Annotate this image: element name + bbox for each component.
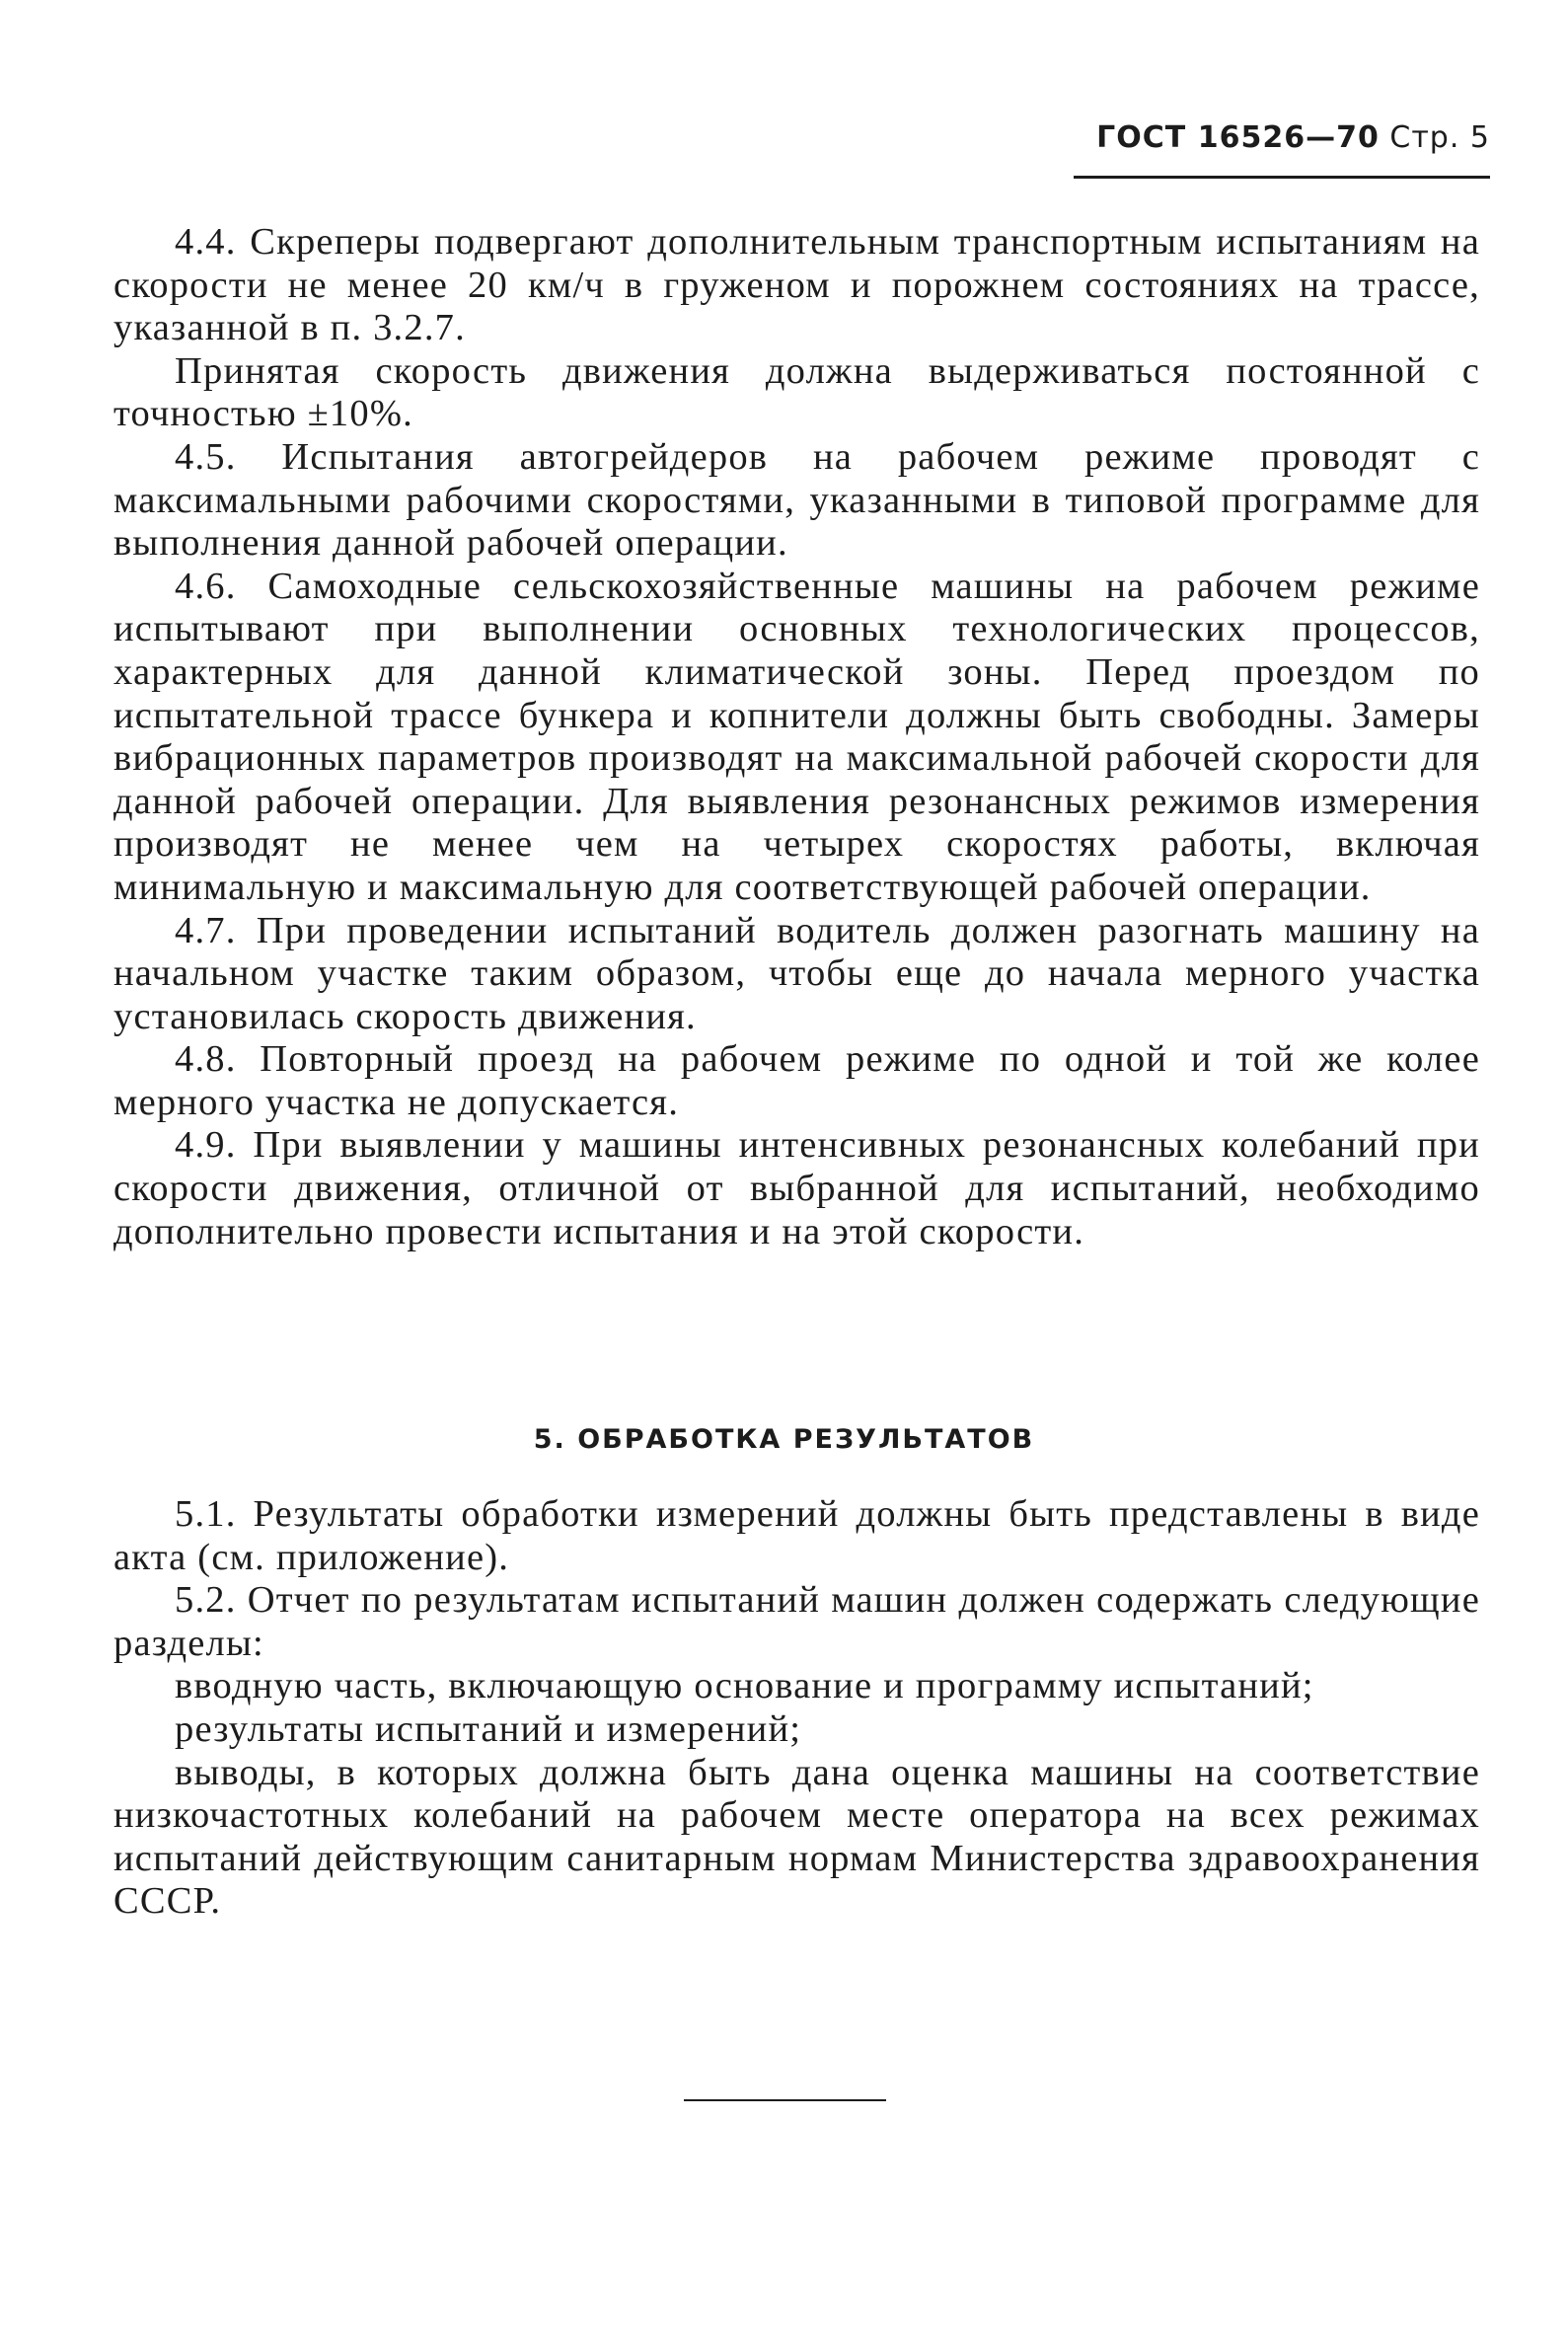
- paragraph-4-7: 4.7. При проведении испытаний водитель должен разогнать машину на начальном участке таким образом, чтобы еще до начала мерного участка установилась скорость движения.: [113, 909, 1480, 1037]
- paragraph-4-9: 4.9. При выявлении у машины интенсивных резонансных колебаний при скорости движения, отличной от выбранной для испытаний, необходимо дополнительно провести испытания и на этой скорости.: [113, 1124, 1480, 1252]
- page-number: Стр. 5: [1389, 120, 1490, 155]
- end-divider: [684, 2099, 886, 2101]
- page-header: [987, 120, 1490, 155]
- paragraph-4-6: 4.6. Самоходные сельскохозяйственные машины на рабочем режиме испытывают при выполнении основных технологических процессов, характерных для данной климатической зоны. Перед проездом по испытательной трассе бункера и копнители должны быть свободны. Замеры вибрационных параметров производят на максимальной рабочей скорости для данной рабочей операции. Для выявления резонансных режимов измерения производят не менее чем на четырех скоростях работы, включая минимальную и максимальную для соответствующей рабочей операции.: [113, 565, 1480, 908]
- section-4-text: [113, 221, 1480, 1253]
- report-item-conclusions: выводы, в которых должна быть дана оценка машины на соответствие низкочастотных колебаний на рабочем месте оператора на всех режимах испытаний действующим санитарным нормам Министерства здравоохранения СССР.: [113, 1751, 1480, 1923]
- report-item-intro: вводную часть, включающую основание и программу испытаний;: [175, 1665, 1314, 1707]
- paragraph-4-8: 4.8. Повторный проезд на рабочем режиме по одной и той же колее мерного участка не допускается.: [113, 1038, 1480, 1123]
- paragraph-5-1: 5.1. Результаты обработки измерений должны быть представлены в виде акта (см. приложение).: [113, 1493, 1480, 1578]
- header-divider: [1074, 176, 1490, 179]
- paragraph-4-4: 4.4. Скреперы подвергают дополнительным транспортным испытаниям на скорости не менее 20 км/ч в груженом и порожнем состояниях на трассе, указанной в п. 3.2.7.: [113, 221, 1480, 349]
- paragraph-4-4-cont: Принятая скорость движения должна выдерживаться постоянной с точностью ±10%.: [113, 349, 1480, 435]
- paragraph-5-2: 5.2. Отчет по результатам испытаний машин должен содержать следующие разделы:: [113, 1579, 1480, 1664]
- section-5-heading: 5. ОБРАБОТКА РЕЗУЛЬТАТОВ: [533, 1424, 1035, 1455]
- paragraph-4-5: 4.5. Испытания автогрейдеров на рабочем режиме проводят с максимальными рабочими скоростями, указанными в типовой программе для выполнения данной рабочей операции.: [113, 435, 1480, 565]
- standard-number: ГОСТ 16526—70: [1096, 120, 1380, 155]
- report-item-results: результаты испытаний и измерений;: [175, 1707, 802, 1750]
- section-5-text: [113, 1493, 1480, 1924]
